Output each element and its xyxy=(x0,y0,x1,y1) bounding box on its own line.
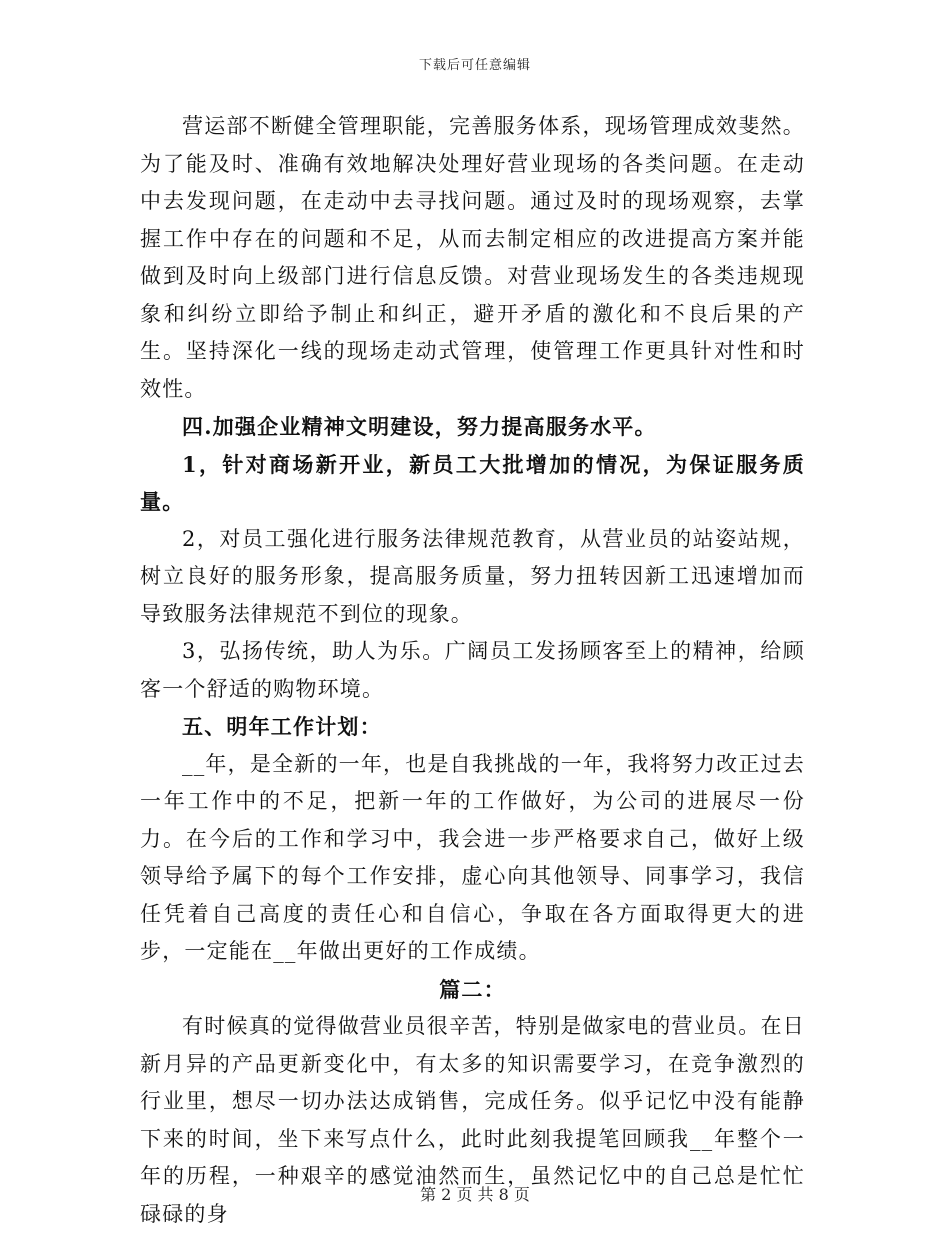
item-three: 3，弘扬传统，助人为乐。广阔员工发扬顾客至上的精神，给顾客一个舒适的购物环境。 xyxy=(140,639,805,701)
section-heading-five: 五、明年工作计划： xyxy=(182,714,382,739)
chapter-heading-two: 篇二： xyxy=(439,976,506,1002)
paragraph-operations: 营运部不断健全管理职能，完善服务体系，现场管理成效斐然。为了能及时、准确有效地解决处理好营业现场的各类问题。在走动中去发现问题，在走动中去寻找问题。通过及时的现场观察，去掌握工作中存在的问题和不足，从而去制定相应的改进提高方案并能做到及时向上级部门进行信息反馈。对营业现场发生的各类违规现象和纠纷立即给予制止和纠正，避开矛盾的激化和不良后果的产生。坚持深化一线的现场走动式管理，使管理工作更具针对性和时效性。 xyxy=(140,114,805,401)
item-two: 2，对员工强化进行服务法律规范教育，从营业员的站姿站规，树立良好的服务形象，提高服务质量，努力扭转因新工迅速增加而导致服务法律规范不到位的现象。 xyxy=(140,526,805,626)
item-one: 1，针对商场新开业，新员工大批增加的情况，为保证服务质量。 xyxy=(140,451,805,514)
document-body xyxy=(140,108,805,1233)
paragraph-chapter-two: 有时候真的觉得做营业员很辛苦，特别是做家电的营业员。在日新月异的产品更新变化中，有太多的知识需要学习，在竞争激烈的行业里，想尽一切办法达成销售，完成任务。似乎记忆中没有能静下来的时间，坐下来写点什么，此时此刻我提笔回顾我__年整个一年的历程，一种艰辛的感觉油然而生，虽然记忆中的自己总是忙忙碌碌的身 xyxy=(140,1014,805,1226)
page-footer: 第 2 页 共 8 页 xyxy=(420,1185,530,1204)
page-header: 下载后可任意编辑 xyxy=(418,58,531,73)
paragraph-next-year-plan: __年，是全新的一年，也是自我挑战的一年，我将努力改正过去一年工作中的不足，把新一年的工作做好，为公司的进展尽一份力。在今后的工作和学习中，我会进一步严格要求自己，做好上级领导给予属下的每个工作安排，虚心向其他领导、同事学习，我信任凭着自己高度的责任心和自信心，争取在各方面取得更大的进步，一定能在__年做出更好的工作成绩。 xyxy=(140,751,805,963)
section-heading-four: 四.加强企业精神文明建设，努力提高服务水平。 xyxy=(182,414,657,439)
